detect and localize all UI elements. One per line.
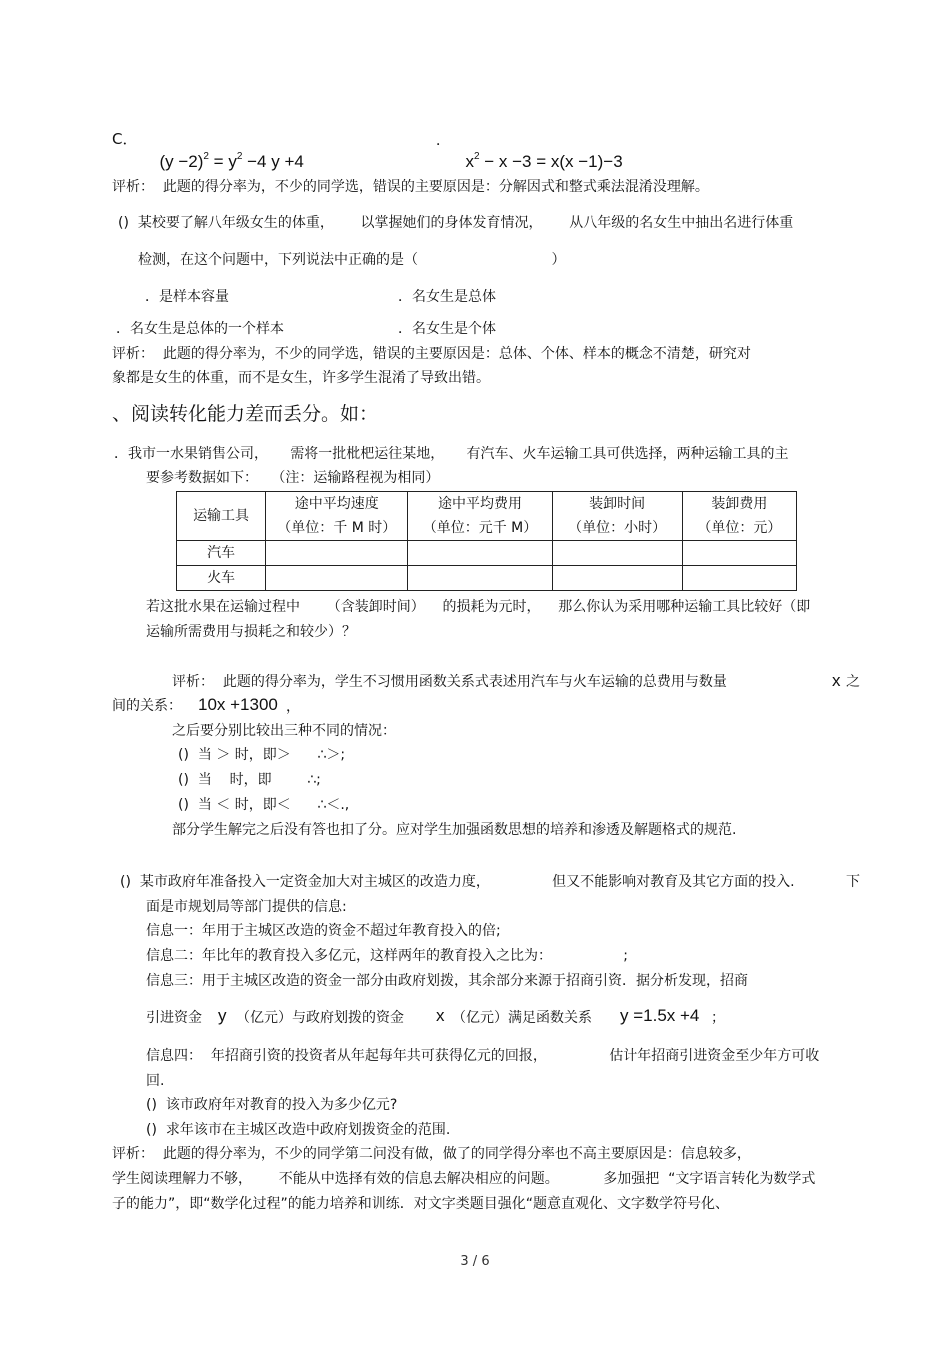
analysis-3-line-3: 之后要分别比较出三种不同的情况： (172, 723, 396, 739)
analysis-3-x: x (832, 671, 841, 690)
analysis-4-line-2: 学生阅读理解力不够， 不能从中选择有效的信息去解决相应的问题。 多加强把 “文字语言转化为数学式 (112, 1171, 816, 1187)
option-d: ．名女生是个体 (398, 321, 496, 337)
analysis-3-line-2: 间的关系： (112, 698, 182, 714)
table-row (177, 541, 797, 566)
question-4-xia: 下 (846, 874, 860, 890)
question-2-line-2: 检测，在这个问题中，下列说法中正确的是（ ） (138, 252, 566, 268)
analysis-1: 评析： 此题的得分率为，不少的同学选，错误的主要原因是：分解因式和整式乘法混淆没理解。 (112, 179, 709, 195)
section-heading: 、阅读转化能力差而丢分。如： (112, 403, 379, 425)
table-cell: 火车 (177, 566, 266, 591)
info-3-cont-c: （亿元）满足函数关系 (452, 1010, 592, 1026)
analysis-3-line-1: 评析： 此题的得分率为，学生不习惯用函数关系式表述用汽车与火车运输的总费用与数量 (172, 674, 727, 690)
question-3-line-2: 要参考数据如下： （注：运输路程视为相同） (146, 470, 440, 486)
analysis-3-zhi: 之 (846, 674, 860, 690)
eq-c-left: (y −2) (159, 152, 204, 171)
question-4-line-1: () 某市政府年准备投入一定资金加大对主城区的改造力度， 但又不能影响对教育及其它方面的投入. (120, 874, 795, 890)
eq-d-left: x (465, 152, 474, 171)
option-a: ．是样本容量 (145, 289, 229, 305)
equation-c (150, 130, 304, 171)
info-3-cont-a: 引进资金 (146, 1010, 202, 1026)
eq-c-right: −4 y +4 (242, 152, 304, 171)
table-cell (552, 566, 682, 591)
option-b: ．名女生是总体 (398, 289, 496, 305)
question-2-line-1: () 某校要了解八年级女生的体重， 以掌握她们的身体发育情况， 从八年级的名女生中抽出名进行体重 (118, 215, 794, 231)
info-3-cont-b: （亿元）与政府划拨的资金 (236, 1010, 404, 1026)
table-header-cell: 装卸费用 （单位：元） (682, 492, 796, 541)
table-cell (682, 566, 796, 591)
analysis-3-case-1: () 当 ＞ 时，即＞ ∴＞; (178, 747, 346, 763)
analysis-3-case-3: () 当 ＜ 时，即＜ ∴＜., (178, 797, 350, 813)
info-1: 信息一：年用于主城区改造的资金不超过年教育投入的倍; (146, 923, 501, 939)
table-cell (552, 541, 682, 566)
question-3-line-1: ．我市一水果销售公司， 需将一批枇杷运往某地， 有汽车、火车运输工具可供选择，两种运输工具的主 (114, 446, 789, 462)
option-c-label: C． (112, 130, 138, 148)
table-row (177, 566, 797, 591)
sub-question-1: () 该市政府年对教育的投入为多少亿元? (146, 1097, 398, 1113)
eq-d-exp: 2 (473, 151, 480, 162)
table-cell: 汽车 (177, 541, 266, 566)
eq-c-mid: = y (208, 152, 237, 171)
table-cell (266, 566, 408, 591)
eq-c-exp: 2 (203, 151, 209, 162)
table-header-cell: 途中平均费用 （单位：元千 M） (408, 492, 552, 541)
info-3-function: y =1.5x +4 (620, 1006, 700, 1025)
info-3: 信息三：用于主城区改造的资金一部分由政府划拨，其余部分来源于招商引资．据分析发现，招商 (146, 973, 748, 989)
info-4: 信息四： 年招商引资的投资者从年起每年共可获得亿元的回报， 估计年招商引进资金至少年方可收 (146, 1048, 820, 1064)
analysis-4-line-3: 子的能力”，即“数学化过程”的能力培养和训练．对文字类题目强化“题意直观化、文字数学符号化、 (112, 1196, 730, 1212)
equation-d (456, 130, 623, 171)
page-number: 3 / 6 (460, 1254, 490, 1269)
table-cell (682, 541, 796, 566)
info-4-cont: 回. (146, 1073, 165, 1089)
transport-table (176, 491, 797, 591)
table-cell (408, 566, 552, 591)
analysis-4-line-1: 评析： 此题的得分率为，不少的同学第二问没有做，做了的同学得分率也不高主要原因是：信息较多， (112, 1146, 751, 1162)
table-header-cell: 装卸时间 （单位：小时） (552, 492, 682, 541)
eq-c-exp2: 2 (236, 151, 243, 162)
table-cell (266, 541, 408, 566)
analysis-3-comma: ， (286, 699, 300, 715)
option-d-label: ． (436, 133, 450, 149)
analysis-3-line-4: 部分学生解完之后没有答也扣了分。应对学生加强函数思想的培养和渗透及解题格式的规范. (172, 822, 737, 838)
analysis-3-case-2: () 当 时，即 ∴; (178, 772, 321, 788)
question-4-line-2: 面是市规划局等部门提供的信息: (146, 899, 347, 915)
info-3-y: y (218, 1006, 227, 1025)
question-3-line-4: 运输所需费用与损耗之和较少）？ (146, 624, 356, 640)
analysis-3-formula: 10x +1300 (198, 695, 278, 714)
analysis-2-line-1: 评析： 此题的得分率为，不少的同学选，错误的主要原因是：总体、个体、样本的概念不清楚，研究对 (112, 346, 751, 362)
table-header-row (177, 492, 797, 541)
info-3-end: ； (711, 1010, 725, 1026)
info-3-x: x (436, 1006, 445, 1025)
eq-d-right: − x −3 = x(x −1)−3 (479, 152, 623, 171)
sub-question-2: () 求年该市在主城区改造中政府划拨资金的范围. (146, 1122, 451, 1138)
table-header-cell: 途中平均速度 （单位：千 M 时） (266, 492, 408, 541)
info-2: 信息二：年比年的教育投入多亿元，这样两年的教育投入之比为： ; (146, 948, 628, 964)
analysis-2-line-2: 象都是女生的体重，而不是女生，许多学生混淆了导致出错。 (112, 370, 490, 386)
table-header-cell: 运输工具 (177, 492, 266, 541)
question-3-line-3: 若这批水果在运输过程中 （含装卸时间） 的损耗为元时， 那么你认为采用哪种运输工具比较好（即 (146, 599, 811, 615)
table-cell (408, 541, 552, 566)
option-c: ．名女生是总体的一个样本 (116, 321, 284, 337)
